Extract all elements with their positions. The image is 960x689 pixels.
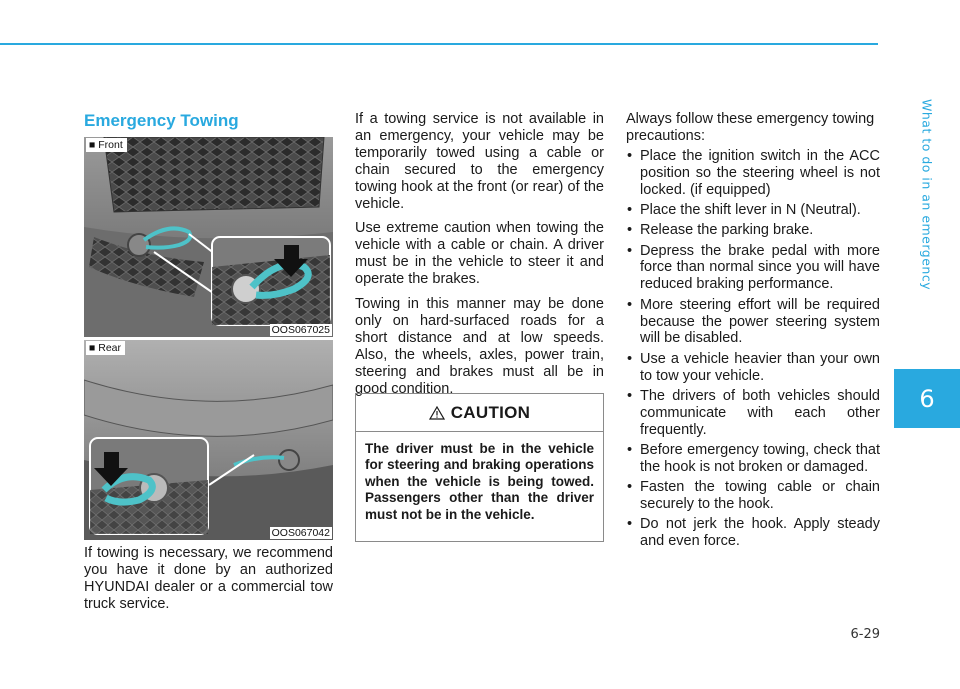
- bullet-glyph: •: [627, 147, 633, 164]
- figure-front-label: ■ Front: [86, 138, 127, 152]
- caution-box: [355, 393, 604, 542]
- list-item-text: Place the shift lever in N (Neutral).: [640, 201, 861, 218]
- chapter-side-title: [894, 30, 960, 360]
- list-item-text: Fasten the towing cable or chain securely to the hook.: [640, 479, 880, 513]
- column1-paragraph: If towing is necessary, we recommend you have it done by an authorized HYUNDAI dealer or a commercial tow truck service.: [84, 545, 333, 612]
- chapter-tab[interactable]: [894, 369, 960, 428]
- bullet-glyph: •: [627, 201, 633, 218]
- figure-front-towing-hook: [84, 137, 333, 337]
- chapter-title-text: What to do in an emergency: [919, 99, 935, 291]
- figure-front-code: OOS067025: [271, 324, 330, 336]
- figure-rear-code: OOS067042: [271, 527, 330, 539]
- list-item-text: The drivers of both vehicles should communicate with each other frequently.: [640, 387, 880, 438]
- bullet-glyph: •: [627, 296, 633, 313]
- caution-label: CAUTION: [450, 402, 531, 422]
- list-item-text: Use a vehicle heavier than your own to tow your vehicle.: [640, 350, 880, 384]
- list-item-text: Place the ignition switch in the ACC position so the steering wheel is not locked. (if equipped): [640, 147, 880, 198]
- column1: [84, 545, 333, 621]
- list-item-text: Release the parking brake.: [640, 222, 814, 239]
- column2-paragraph: Use extreme caution when towing the vehicle with a cable or chain. A driver must be in the vehicle to steer it and operate the brakes.: [355, 220, 604, 288]
- list-item: [626, 516, 880, 550]
- list-item: [626, 388, 880, 439]
- caution-header: [356, 394, 603, 432]
- figure-rear-label: ■ Rear: [86, 341, 125, 355]
- bullet-glyph: •: [627, 350, 633, 367]
- list-item: [626, 202, 880, 219]
- list-item-text: Depress the brake pedal with more force than normal since you will have reduced braking performance.: [640, 242, 880, 293]
- column2: [355, 111, 604, 406]
- column2-paragraph: Towing in this manner may be done only on hard-surfaced roads for a short distance and at low speeds. Also, the wheels, axles, power train, steering and brakes must all be in good condition.: [355, 296, 604, 397]
- figure-rear-towing-hook: [84, 340, 333, 540]
- list-item: [626, 222, 880, 239]
- rear-bumper-illustration: [84, 340, 333, 540]
- bullet-glyph: •: [627, 516, 633, 533]
- precautions-list: [626, 148, 880, 550]
- bullet-glyph: •: [627, 479, 633, 496]
- list-item: [626, 479, 880, 513]
- list-item: [626, 442, 880, 476]
- list-item: [626, 351, 880, 385]
- section-heading: Emergency Towing: [84, 111, 239, 130]
- column2-paragraph: If a towing service is not available in an emergency, your vehicle may be temporarily towed using a cable or chain secured to the emergency towing hook at the front (or rear) of the vehicle.: [355, 111, 604, 212]
- bullet-glyph: •: [627, 242, 633, 259]
- list-item: [626, 148, 880, 199]
- list-item: [626, 297, 880, 348]
- bullet-glyph: •: [627, 222, 633, 239]
- list-item: [626, 243, 880, 294]
- header-rule: [0, 43, 878, 45]
- list-item-text: Before emergency towing, check that the hook is not broken or damaged.: [640, 442, 880, 475]
- warning-triangle-icon: [429, 406, 445, 420]
- chapter-number: 6: [919, 384, 935, 413]
- bullet-glyph: •: [627, 387, 633, 404]
- list-item-text: More steering effort will be required because the power steering system will be disabled.: [640, 296, 880, 347]
- list-item-text: Do not jerk the hook. Apply steady and even force.: [640, 516, 880, 550]
- caution-text: The driver must be in the vehicle for steering and braking operations when the vehicle is being towed. Passengers other than the driver must not be in the vehicle.: [365, 441, 594, 522]
- column3: [626, 111, 880, 554]
- precautions-intro: Always follow these emergency towing precautions:: [626, 111, 875, 144]
- bullet-glyph: •: [627, 442, 633, 459]
- page-number: 6-29: [850, 627, 880, 642]
- front-bumper-illustration: [84, 137, 333, 337]
